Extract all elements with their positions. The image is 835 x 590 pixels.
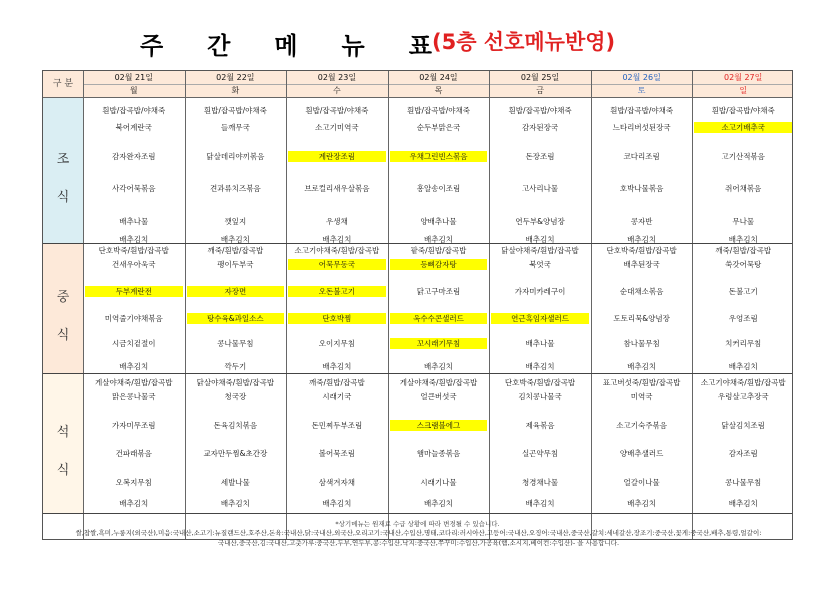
- day-date: 02월 23일: [317, 73, 357, 82]
- dinner-label: 석 식: [56, 425, 70, 478]
- menu-item: 배추김치: [220, 235, 250, 244]
- menu-item: 배추김치: [627, 499, 657, 508]
- row-divider: [43, 513, 792, 514]
- menu-item: 게살야채죽/흰밥/잡곡밥: [399, 378, 478, 387]
- menu-item: 어묵무동국: [288, 259, 386, 270]
- menu-item: 소고기숙주볶음: [616, 421, 667, 430]
- menu-item: 게살야채죽/흰밥/잡곡밥: [95, 378, 173, 387]
- menu-item: 닭살야채죽/흰밥/잡곡밥: [196, 378, 275, 387]
- menu-item: 감자완자조림: [112, 152, 156, 161]
- row-divider: [43, 97, 792, 98]
- menu-item: 브로컬리새우살볶음: [304, 184, 370, 193]
- menu-item: 흰밥/잡곡밥/야채죽: [711, 106, 775, 115]
- menu-item: 배추김치: [728, 499, 758, 508]
- menu-item: 견과류치즈볶음: [209, 184, 261, 193]
- menu-item: 제육볶음: [525, 421, 555, 430]
- menu-item: 시래기나물: [420, 478, 457, 487]
- menu-item: 돈육김치볶음: [213, 421, 258, 430]
- menu-item: 얼큰버섯국: [420, 392, 457, 401]
- menu-item: 흰밥/잡곡밥/야채죽: [102, 106, 166, 115]
- day-weekday: 금: [536, 86, 544, 95]
- page-title: 주간메뉴표: [140, 32, 476, 60]
- day-header: [692, 71, 794, 97]
- menu-item: 배추김치: [322, 362, 352, 371]
- menu-item: 쥐어채볶음: [725, 184, 762, 193]
- menu-item: 호박나물볶음: [619, 184, 664, 193]
- column-divider: [591, 71, 592, 539]
- day-header: [388, 71, 490, 97]
- day-header: [489, 71, 591, 97]
- menu-item: 오돈불고기: [288, 286, 386, 297]
- menu-item: 소고기야채죽/흰밥/잡곡밥: [294, 246, 380, 255]
- menu-item: 참나물무침: [623, 339, 660, 348]
- menu-item: 연두부&양념장: [515, 217, 565, 226]
- day-header: [185, 71, 287, 97]
- menu-item: 흰밥/잡곡밥/야채죽: [610, 106, 674, 115]
- menu-item: 배추김치: [728, 362, 758, 371]
- menu-item: 소고기배추국: [694, 122, 792, 133]
- menu-item: 배추김치: [119, 235, 149, 244]
- menu-item: 시금치겉절이: [112, 339, 156, 348]
- menu-item: 건파래볶음: [115, 449, 152, 458]
- menu-item: 가자미카레구이: [514, 287, 566, 296]
- row-divider: [43, 373, 792, 374]
- menu-item: 미역줄기야채볶음: [104, 314, 163, 323]
- menu-item: 미역국: [630, 392, 653, 401]
- menu-item: 고사리나물: [521, 184, 559, 193]
- menu-item: 배추김치: [525, 499, 555, 508]
- menu-item: 계란장조림: [288, 151, 386, 162]
- menu-item: 깨죽/흰밥/잡곡밥: [207, 246, 264, 255]
- menu-item: 김치콩나물국: [518, 392, 562, 401]
- menu-change-notice: *상기메뉴는 원재료 수급 상황에 따라 변경될 수 있습니다.: [335, 520, 500, 528]
- menu-item: 두부계란전: [85, 286, 183, 297]
- menu-item: 북엇국: [529, 260, 551, 269]
- menu-item: 연근흑임자샐러드: [491, 313, 589, 324]
- menu-item: 우생채: [326, 217, 348, 226]
- menu-item: 가자미무조림: [112, 421, 156, 430]
- origin-info: [46, 529, 791, 548]
- column-divider: [286, 71, 287, 539]
- origin-info-line-1: 쌀,찹쌀,흑미,누룽지(외국산),미음:국내산,소고기:뉴질랜드산,호주산,돈육:국내산,닭:국내산,외국산,오리고기:국내산,수입산,명태,코다리:러시아산,고등어:국내산,오징어:국내산,중국산,갈치:세네갈산,장조기:중국산,꽃게:중국산,배추,통령,얼갈이:: [75, 529, 762, 537]
- column-divider: [83, 71, 84, 539]
- menu-item: 햄마늘종볶음: [416, 449, 461, 458]
- menu-item: 배추김치: [322, 235, 352, 244]
- menu-item: 소고기미역국: [315, 123, 359, 132]
- day-header: [83, 71, 185, 97]
- menu-table: [42, 70, 793, 540]
- menu-item: 배추나물: [119, 217, 149, 226]
- menu-item: 깨죽/흰밥/잡곡밥: [309, 378, 365, 387]
- menu-item: 흰밥/잡곡밥/야채죽: [305, 106, 369, 115]
- menu-item: 청경채나물: [521, 478, 559, 487]
- menu-item: 맑은콩나물국: [112, 392, 156, 401]
- menu-item: 소고기야채죽/흰밥/잡곡밥: [700, 378, 786, 387]
- column-divider: [489, 71, 490, 539]
- day-weekday: 토: [637, 86, 646, 95]
- menu-item: 콩나물무침: [217, 339, 254, 348]
- menu-item: 스크램블에그: [390, 420, 488, 431]
- menu-item: 닭고구마조림: [416, 287, 461, 296]
- menu-item: 돈장조림: [525, 152, 555, 161]
- menu-item: 돈불고기: [728, 287, 758, 296]
- menu-item: 깻잎지: [224, 217, 247, 226]
- day-header: [591, 71, 693, 97]
- menu-item: 코다리조림: [623, 152, 660, 161]
- menu-item: 감자조림: [728, 449, 758, 458]
- menu-item: 닭살김치조림: [721, 421, 765, 430]
- menu-item: 치커리무침: [725, 339, 762, 348]
- column-divider: [692, 71, 693, 539]
- menu-item: 얼갈이나물: [623, 478, 660, 487]
- menu-item: 배추김치: [220, 499, 250, 508]
- menu-item: 배추김치: [627, 362, 657, 371]
- day-date: 02월 24일: [419, 73, 458, 82]
- menu-item: 배추김치: [423, 362, 453, 371]
- menu-item: 양배추샐러드: [619, 449, 664, 458]
- menu-item: 배추김치: [627, 235, 657, 244]
- menu-item: 옥수수콘샐러드: [390, 313, 488, 324]
- menu-item: 고기산적볶음: [721, 152, 765, 161]
- menu-item: 우렁살고추장국: [717, 392, 769, 401]
- menu-item: 탕수육&과일소스: [187, 313, 285, 324]
- menu-item: 배추나물: [525, 339, 555, 348]
- menu-item: 표고버섯죽/흰밥/잡곡밥: [602, 378, 681, 387]
- menu-item: 배추김치: [423, 235, 453, 244]
- menu-item: 배추김치: [423, 499, 453, 508]
- column-divider: [185, 71, 186, 539]
- menu-item: 무나물: [732, 217, 755, 226]
- day-date: 02월 25일: [520, 73, 560, 82]
- menu-item: 실곤약무침: [521, 449, 559, 458]
- menu-item: 세발나물: [220, 478, 250, 487]
- menu-item: 우엉조림: [728, 314, 758, 323]
- menu-item: 삼색겨자채: [318, 478, 356, 487]
- menu-item: 깍두기: [224, 362, 247, 371]
- menu-item: 시래기국: [322, 392, 352, 401]
- day-weekday: 화: [231, 86, 240, 95]
- menu-item: 배추김치: [322, 499, 352, 508]
- day-date: 02월 22일: [216, 73, 255, 82]
- day-date: 02월 21일: [114, 73, 153, 82]
- menu-item: 콩나물무침: [725, 478, 762, 487]
- menu-item: 단호박찜: [288, 313, 386, 324]
- day-header: [286, 71, 388, 97]
- day-weekday: 수: [333, 86, 341, 95]
- menu-item: 등뼈감자탕: [390, 259, 488, 270]
- menu-item: 배추된장국: [623, 260, 660, 269]
- menu-item: 교자만두찜&초간장: [203, 449, 268, 458]
- menu-item: 팥죽/흰밥/잡곡밥: [410, 246, 467, 255]
- menu-item: 배추김치: [119, 362, 149, 371]
- page-subtitle: (5층 선호메뉴반영): [432, 30, 616, 54]
- category-header: 구 분: [52, 79, 74, 89]
- origin-info-line-2: 국내산,중국산,김:국내산,고춧가루:중국산,두부,연두부,콩:수입산,낙지:중국산,쭈꾸미:수입산,가공육(햄,소시지,베이컨:수입산)- 을 사용합니다.: [217, 538, 620, 547]
- day-date: 02월 26일: [622, 73, 661, 82]
- lunch-label: 중 식: [56, 290, 70, 343]
- menu-item: 건새우아욱국: [112, 260, 156, 269]
- column-divider: [388, 71, 389, 539]
- menu-item: 자장면: [187, 286, 285, 297]
- menu-item: 순대채소볶음: [619, 287, 664, 296]
- day-weekday: 월: [129, 86, 138, 95]
- day-weekday: 일: [739, 86, 748, 95]
- menu-item: 쑥갓어묵탕: [725, 260, 762, 269]
- menu-item: 돈민찌두부조림: [311, 421, 363, 430]
- menu-item: 단호박죽/흰밥/잡곡밥: [606, 246, 677, 255]
- breakfast-label: 조 식: [56, 152, 70, 205]
- page-title-area: [0, 18, 835, 58]
- menu-item: 흥알송이조림: [416, 184, 461, 193]
- menu-item: 오복지무침: [115, 478, 152, 487]
- menu-item: 들깨무국: [220, 123, 250, 132]
- menu-item: 흰밥/잡곡밥/야채죽: [203, 106, 267, 115]
- menu-item: 단호박죽/흰밥/잡곡밥: [504, 378, 576, 387]
- menu-item: 배추김치: [119, 499, 149, 508]
- day-date: 02월 27일: [724, 73, 763, 82]
- menu-item: 깨죽/흰밥/잡곡밥: [715, 246, 772, 255]
- menu-item: 닭살야채죽/흰밥/잡곡밥: [501, 246, 579, 255]
- menu-item: 순두부맑은국: [416, 123, 461, 132]
- menu-item: 흰밥/잡곡밥/야채죽: [406, 106, 470, 115]
- menu-item: 배추김치: [525, 362, 555, 371]
- menu-item: 감자된장국: [521, 123, 559, 132]
- menu-item: 오이지무침: [318, 339, 356, 348]
- menu-item: 팽이두부국: [217, 260, 254, 269]
- menu-item: 우채그린빈스볶음: [390, 151, 488, 162]
- menu-item: 꼬시래기무침: [390, 338, 488, 349]
- menu-item: 배추김치: [525, 235, 555, 244]
- menu-item: 단호박죽/흰밥/잡곡밥: [98, 246, 169, 255]
- day-weekday: 목: [434, 86, 443, 95]
- menu-item: 청국장: [224, 392, 247, 401]
- menu-item: 사각어묵볶음: [112, 184, 156, 193]
- menu-item: 볼어묵조림: [318, 449, 356, 458]
- menu-item: 북어계란국: [115, 123, 152, 132]
- menu-item: 흰밥/잡곡밥/야채죽: [508, 106, 572, 115]
- menu-item: 닭살데리야끼볶음: [206, 152, 265, 161]
- menu-item: 양배추나물: [420, 217, 457, 226]
- menu-item: 콩자반: [630, 217, 653, 226]
- menu-item: 느타리버섯된장국: [612, 123, 671, 132]
- menu-item: 도토리묵&양념장: [613, 314, 670, 323]
- menu-item: 배추김치: [728, 235, 758, 244]
